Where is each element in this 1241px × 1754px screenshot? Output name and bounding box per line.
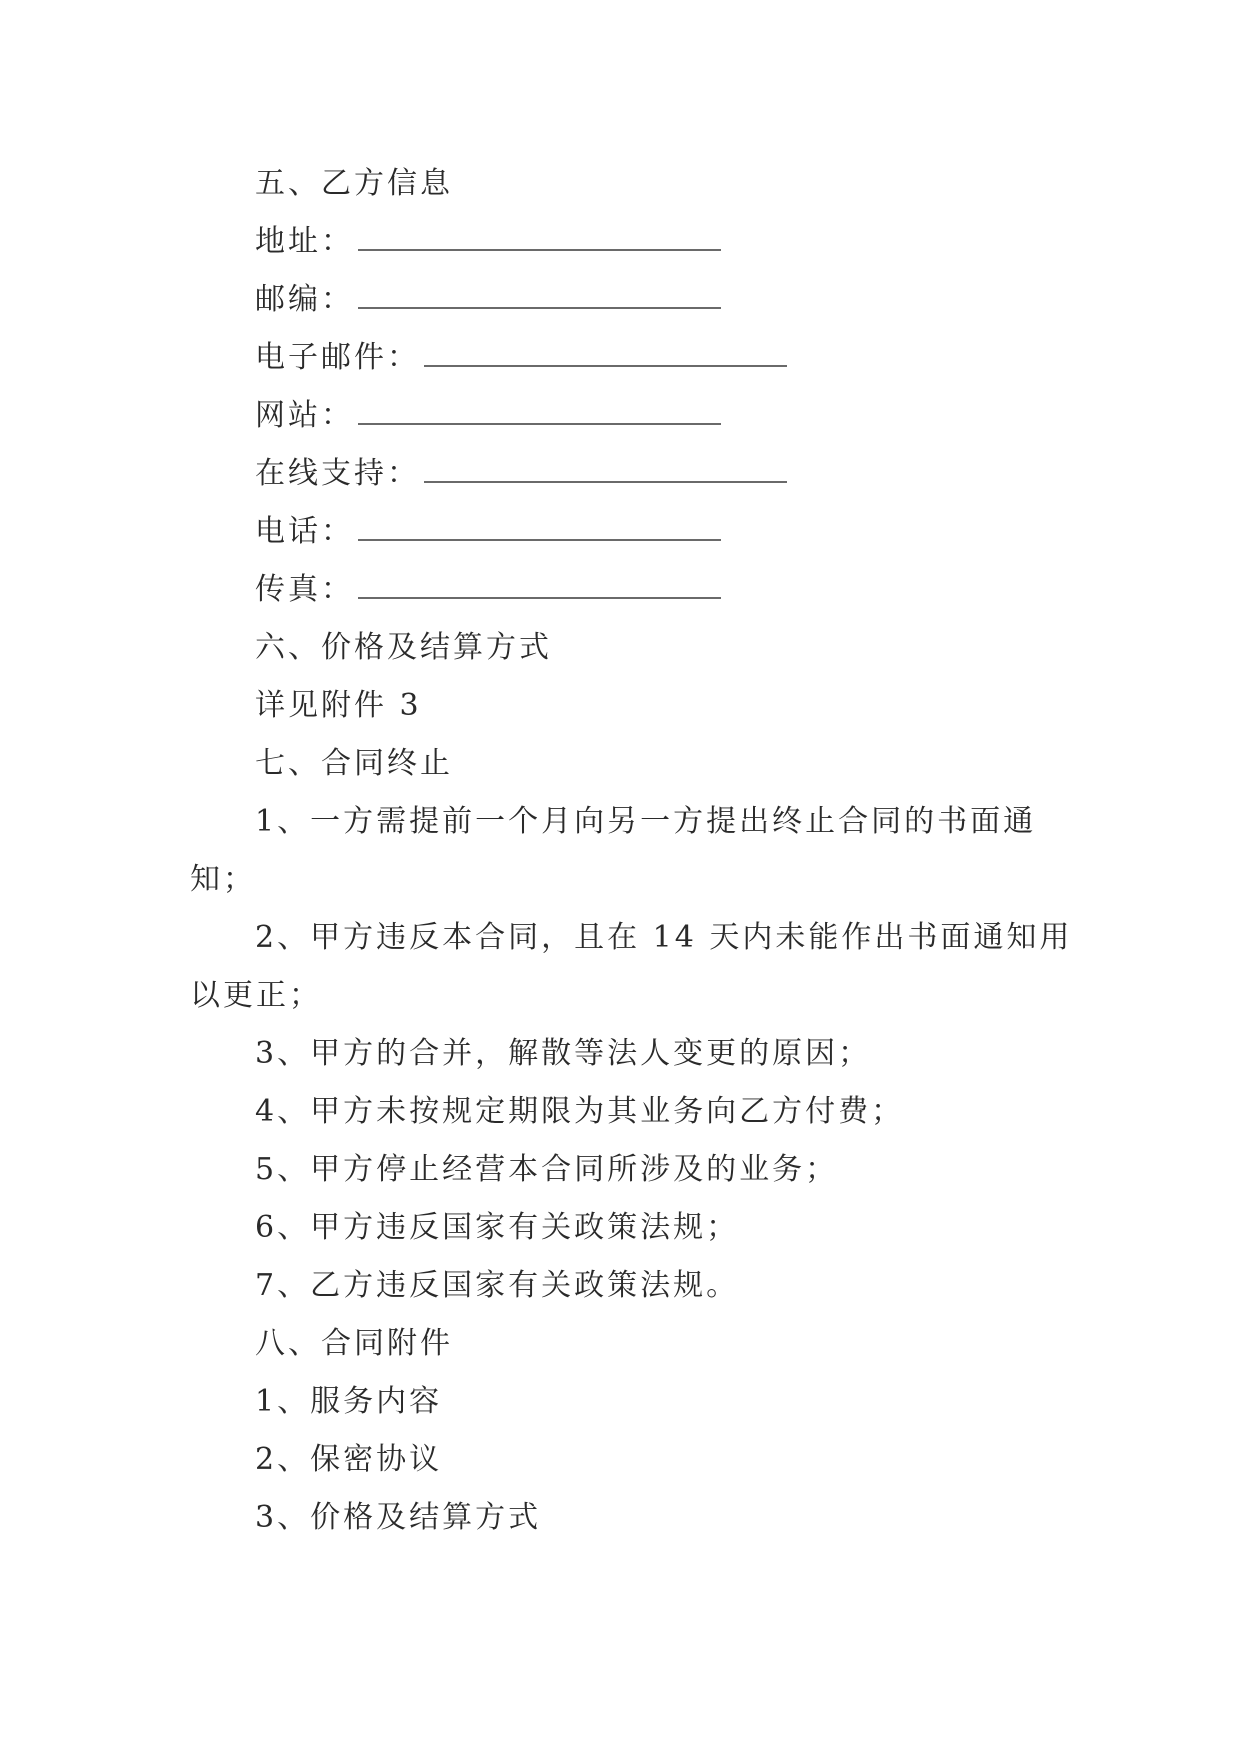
section-7-heading: 七、合同终止 xyxy=(255,746,453,781)
address-field xyxy=(255,222,721,262)
phone-label: 电话： xyxy=(255,514,354,549)
postcode-label: 邮编： xyxy=(255,282,354,317)
attachment-item-2: 2、保密协议 xyxy=(255,1442,443,1477)
section-6-text: 详见附件 3 xyxy=(255,688,422,723)
email-blank-line xyxy=(424,365,787,367)
attachment-item-3: 3、价格及结算方式 xyxy=(255,1500,542,1535)
phone-blank-line xyxy=(358,539,721,541)
section-8-heading: 八、合同附件 xyxy=(255,1326,453,1361)
email-field xyxy=(255,338,787,378)
termination-item-6: 6、甲方违反国家有关政策法规； xyxy=(255,1210,740,1245)
attachment-item-1: 1、服务内容 xyxy=(255,1384,443,1419)
postcode-blank-line xyxy=(358,307,721,309)
termination-item-2-line-2: 以更正； xyxy=(190,978,322,1013)
online-support-label: 在线支持： xyxy=(255,456,420,491)
fax-field xyxy=(255,570,721,610)
online-support-field xyxy=(255,454,787,494)
website-label: 网站： xyxy=(255,398,354,433)
termination-item-2-line-1: 2、甲方违反本合同，且在 14 天内未能作出书面通知用 xyxy=(255,920,1073,955)
termination-item-4: 4、甲方未按规定期限为其业务向乙方付费； xyxy=(255,1094,905,1129)
address-label: 地址： xyxy=(255,224,354,259)
fax-blank-line xyxy=(358,597,721,599)
website-field xyxy=(255,396,721,436)
termination-item-5: 5、甲方停止经营本合同所涉及的业务； xyxy=(255,1152,839,1187)
termination-item-7: 7、乙方违反国家有关政策法规。 xyxy=(255,1268,740,1303)
termination-item-3: 3、甲方的合并，解散等法人变更的原因； xyxy=(255,1036,872,1071)
postcode-field xyxy=(255,280,721,320)
email-label: 电子邮件： xyxy=(255,340,420,375)
fax-label: 传真： xyxy=(255,572,354,607)
section-6-heading: 六、价格及结算方式 xyxy=(255,630,552,665)
online-support-blank-line xyxy=(424,481,787,483)
termination-item-1-line-2: 知； xyxy=(190,862,256,897)
phone-field xyxy=(255,512,721,552)
address-blank-line xyxy=(358,249,721,251)
termination-item-1-line-1: 1、一方需提前一个月向另一方提出终止合同的书面通 xyxy=(255,804,1037,839)
section-5-heading: 五、乙方信息 xyxy=(255,166,453,201)
website-blank-line xyxy=(358,423,721,425)
